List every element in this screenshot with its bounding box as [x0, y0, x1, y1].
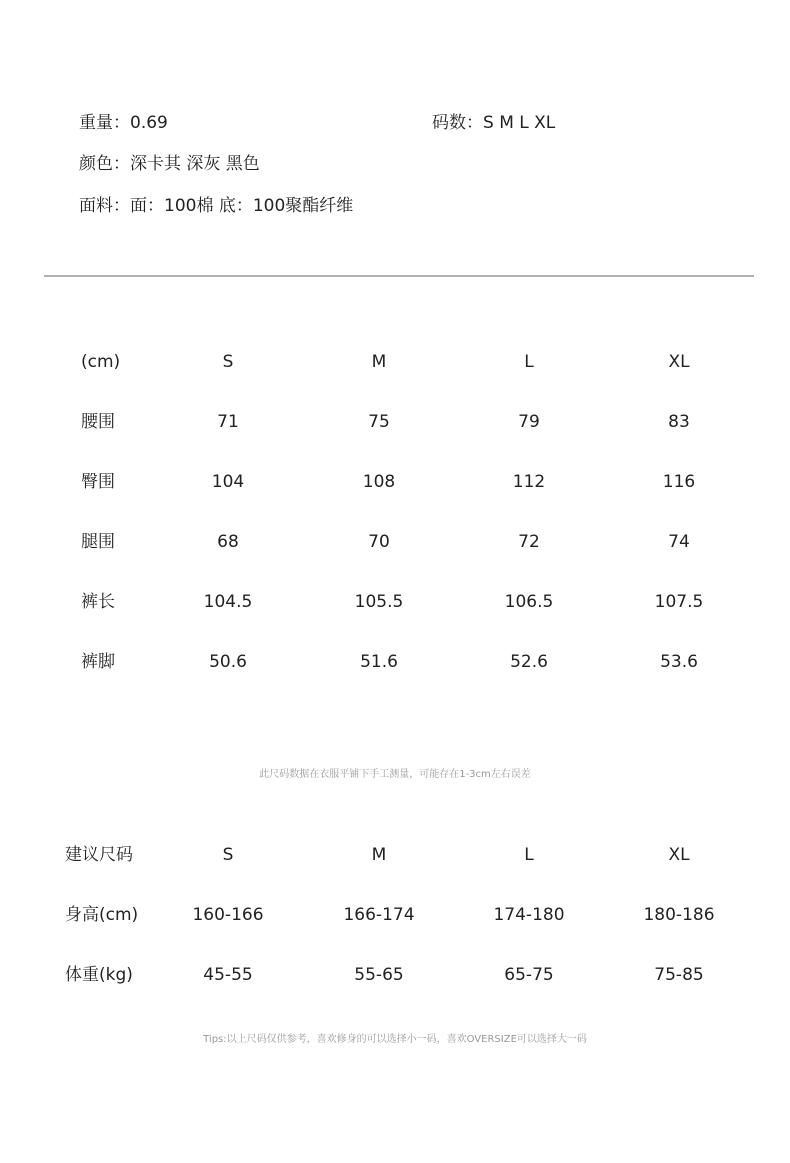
table-header-cell: L	[524, 845, 534, 865]
table-cell: 50.6	[209, 652, 247, 672]
table-header-cell: 建议尺码	[65, 845, 133, 865]
table-cell: 79	[518, 412, 540, 432]
table-cell: 72	[518, 532, 540, 552]
table-cell: 51.6	[360, 652, 398, 672]
table-header-cell: L	[524, 352, 534, 372]
table-cell: 116	[662, 472, 696, 492]
table-cell: 52.6	[510, 652, 548, 672]
table-header-cell: XL	[668, 352, 690, 372]
table-cell: 70	[368, 532, 390, 552]
row-label: 身高(cm)	[65, 905, 139, 925]
sizes-info: 码数：S M L XL	[432, 113, 556, 133]
row-label: 裤脚	[81, 652, 115, 672]
weight-info: 重量：0.69	[79, 113, 168, 133]
table-cell: 68	[217, 532, 239, 552]
table-cell: 53.6	[660, 652, 698, 672]
table-cell: 83	[668, 412, 690, 432]
table-header-cell: XL	[668, 845, 690, 865]
measurement-note: 此尺码数据在衣服平铺下手工测量，可能存在1-3cm左右误差	[259, 769, 531, 780]
table-cell: 107.5	[654, 592, 704, 612]
table-cell: 71	[217, 412, 239, 432]
table-header-cell: S	[222, 352, 234, 372]
table-cell: 112	[512, 472, 546, 492]
row-label: 裤长	[81, 592, 115, 612]
row-label: 腰围	[81, 412, 115, 432]
table-cell: 174-180	[493, 905, 565, 925]
table-cell: 75-85	[654, 965, 704, 985]
table-cell: 180-186	[643, 905, 715, 925]
row-label: 腿围	[81, 532, 115, 552]
row-label: 臀围	[81, 472, 115, 492]
row-label: 体重(kg)	[65, 965, 133, 985]
table-cell: 45-55	[203, 965, 253, 985]
table-header-cell: (cm)	[81, 352, 121, 372]
section-divider	[44, 275, 754, 277]
tips-note: Tips:以上尺码仅供参考，喜欢修身的可以选择小一码，喜欢OVERSIZE可以选择大一码	[203, 1034, 587, 1045]
table-cell: 105.5	[354, 592, 404, 612]
table-header-cell: S	[222, 845, 234, 865]
table-cell: 108	[362, 472, 396, 492]
table-cell: 65-75	[504, 965, 554, 985]
table-cell: 106.5	[504, 592, 554, 612]
table-cell: 55-65	[354, 965, 404, 985]
table-header-cell: M	[371, 352, 387, 372]
table-cell: 166-174	[343, 905, 415, 925]
table-cell: 104	[211, 472, 245, 492]
table-header-cell: M	[371, 845, 387, 865]
fabric-info: 面料：面：100棉 底：100聚酯纤维	[79, 196, 354, 216]
table-cell: 160-166	[192, 905, 264, 925]
colors-info: 颜色：深卡其 深灰 黑色	[79, 154, 260, 174]
table-cell: 74	[668, 532, 690, 552]
table-cell: 104.5	[203, 592, 253, 612]
table-cell: 75	[368, 412, 390, 432]
